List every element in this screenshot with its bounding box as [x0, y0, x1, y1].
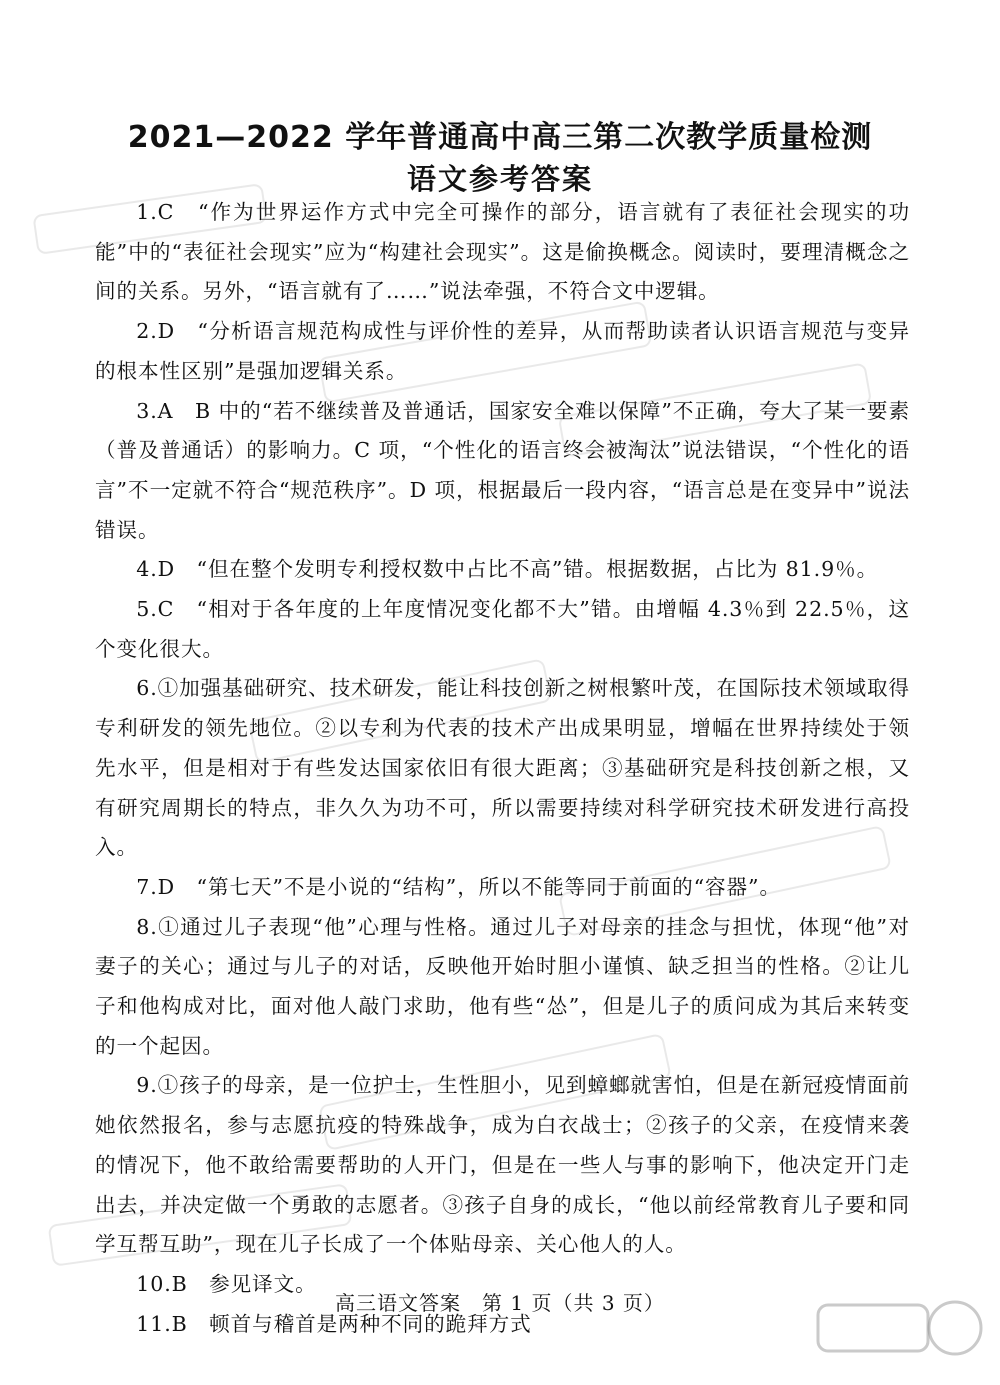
- answer-item-2: 2.D “分析语言规范构成性与评价性的差异，从而帮助读者认识语言规范与变异的根本性区别”是强加逻辑关系。: [95, 319, 910, 383]
- answer-list: [95, 193, 910, 1344]
- answer-item-1: 1.C “作为世界运作方式中完全可操作的部分，语言就有了表征社会现实的功能”中的“表征社会现实”应为“构建社会现实”。这是偷换概念。阅读时，要理清概念之间的关系。另外，“语言就有了……”说法牵强，不符合文中逻辑。: [95, 200, 910, 304]
- answer-item-6: 6.①加强基础研究、技术研发，能让科技创新之树根繁叶茂，在国际技术领域取得专利研发的领先地位。②以专利为代表的技术产出成果明显，增幅在世界持续处于领先水平，但是相对于有些发达国家依旧有很大距离；③基础研究是科技创新之根，又有研究周期长的特点，非久久为功不可，所以需要持续对科学研究技术研发进行高投入。: [95, 676, 910, 860]
- page-title: 2021—2022 学年普通高中高三第二次教学质量检测: [127, 120, 873, 155]
- answer-item-9: 9.①孩子的母亲，是一位护士，生性胆小，见到蟑螂就害怕，但是在新冠疫情面前她依然报名，参与志愿抗疫的特殊战争，成为白衣战士；②孩子的父亲，在疫情来袭的情况下，他不敢给需要帮助的人开门，但是在一些人与事的影响下，他决定开门走出去，并决定做一个勇敢的志愿者。③孩子自身的成长，“他以前经常教育儿子要和同学互帮互助”，现在儿子长成了一个体贴母亲、关心他人的人。: [95, 1073, 910, 1257]
- answer-item-3: 3.A B 中的“若不继续普及普通话，国家安全难以保障”不正确，夸大了某一要素（普及普通话）的影响力。C 项，“个性化的语言终会被淘汰”说法错误，“个性化的语言”不一定就不符合“规范秩序”。D 项，根据最后一段内容，“语言总是在变异中”说法错误。: [95, 398, 910, 542]
- answer-item-11: 11.B 顿首与稽首是两种不同的跪拜方式: [136, 1311, 532, 1336]
- page-footer: 高三语文答案 第 1 页（共 3 页）: [335, 1291, 665, 1315]
- answer-item-8: 8.①通过儿子表现“他”心理与性格。通过儿子对母亲的挂念与担忧，体现“他”对妻子的关心；通过与儿子的对话，反映他开始时胆小谨慎、缺乏担当的性格。②让儿子和他构成对比，面对他人敲门求助，他有些“怂”，但是儿子的质问成为其后来转变的一个起因。: [95, 914, 910, 1058]
- answer-item-4: 4.D “但在整个发明专利授权数中占比不高”错。根据数据，占比为 81.9％。: [136, 557, 879, 582]
- answer-item-5: 5.C “相对于各年度的上年度情况变化都不大”错。由增幅 4.3％到 22.5％，这个变化很大。: [95, 597, 910, 661]
- page-subtitle: 语文参考答案: [406, 162, 593, 196]
- answer-item-7: 7.D “第七天”不是小说的“结构”，所以不能等同于前面的“容器”。: [136, 874, 781, 899]
- answer-item-10: 10.B 参见译文。: [136, 1271, 317, 1296]
